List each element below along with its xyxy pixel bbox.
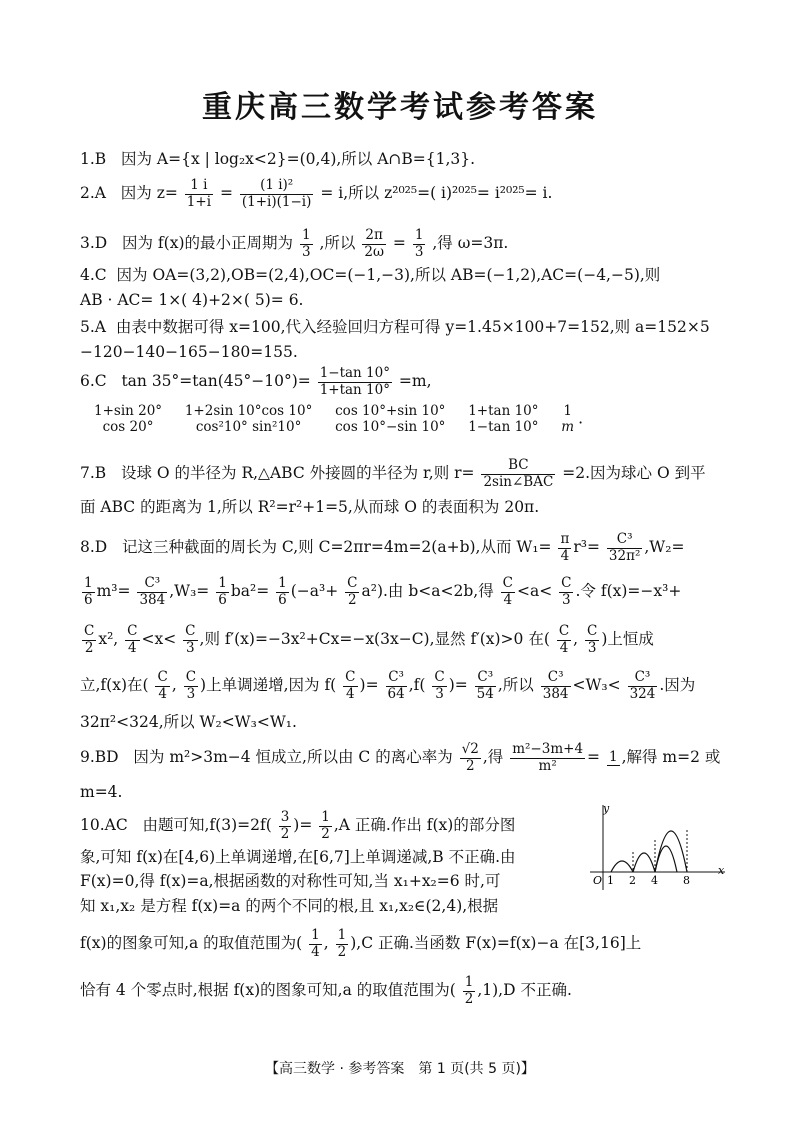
answer-10-l2: 象,可知 f(x)在[4,6)上单调递增,在[6,7]上单调递减,B 不正确.由 <box>80 848 516 866</box>
fraction: $\frac{1}{3}$ <box>301 227 311 260</box>
answer-10-l4: 知 x₁,x₂ 是方程 f(x)=a 的两个不同的根,且 x₁,x₂∈(2,4),根据 <box>80 897 499 915</box>
answer-2: 2.A 因为 z= $\frac{1 i}{1+i}$ = $\frac{\text{(1 i)²}}{(1+i)(1-i)}$ = i,所以 z²⁰²⁵=( i)²⁰²⁵= i²⁰²⁵= i. <box>80 177 553 210</box>
answer-10-l5: f(x)的图象可知,a 的取值范围为( $\frac{1}{4}$ , $\frac{1}{2}$ ),C 正确.当函数 F(x)=f(x)−a 在[3,16]上 <box>80 927 642 960</box>
answer-5-cont: −120−140−165−180=155. <box>80 343 298 361</box>
page-footer: 【高三数学 · 参考答案 第 1 页(共 5 页)】 <box>265 1061 535 1077</box>
answer-6: 6.C tan 35°=tan(45°−10°)= $\frac{1-\tan 10^\circ}{1+\tan 10^\circ}$ =m, <box>80 365 432 398</box>
answer-9: 9.BD 因为 m²>3m−4 恒成立,所以由 C 的离心率为 $\frac{√2}{2}$ ,得 $\frac{\text{m²−3m+4}}{\text{m²}}$ = 1 ,解得 m=2 或 <box>80 741 721 774</box>
answer-5: 5.A 由表中数据可得 x=100,代入经验回归方程可得 y=1.45×100+7=152,则 a=152×5 <box>80 318 710 336</box>
x-label: x <box>718 864 725 877</box>
origin-label: O <box>593 874 603 887</box>
fraction: 1 m <box>561 403 575 435</box>
answer-10: 10.AC 由题可知,f(3)=2f( $\frac{3}{2}$ )= $\frac{1}{2}$ ,A 正确.作出 f(x)的部分图 <box>80 809 516 842</box>
answer-6-chain: 1+sin 20° cos 20° 1+2sin 10°cos 10° cos²10° sin²10° cos 10°+sin 10° cos 10°−sin 10° 1+tan 10° 1−tan 10° 1 m . <box>94 403 584 435</box>
answer-7-cont: 面 ABC 的距离为 1,所以 R²=r²+1=5,从而球 O 的表面积为 20π. <box>80 498 540 516</box>
curve-arc-2 <box>633 853 655 872</box>
answer-10-l3: F(x)=0,得 f(x)=a,根据函数的对称性可知,当 x₁+x₂=6 时,可 <box>80 872 501 890</box>
answer-8-line3: $\frac{C}{2}$ x², $\frac{C}{4}$ <x< $\frac{C}{3}$ ,则 f′(x)=−3x²+Cx=−x(3x−C),显然 f′(x)>0 在( $\frac{C}{4}$ , $\frac{C}{3}$ )上恒成 <box>84 623 654 656</box>
fraction: $\frac{BC}{\text{2sin∠BAC}}$ <box>483 457 554 490</box>
fraction: $\frac{1 i}{1+i}$ <box>186 177 212 210</box>
answer-9-cont: m=4. <box>80 783 123 801</box>
fraction: $\frac{1-\tan 10^\circ}{1+\tan 10^\circ}$ <box>319 365 390 398</box>
answer-7: 7.B 设球 O 的半径为 R,△ABC 外接圆的半径为 r,则 r= $\frac{BC}{\text{2sin∠BAC}}$ =2.因为球心 O 到平 <box>80 457 706 490</box>
tick-2: 2 <box>629 874 636 887</box>
fraction: $\frac{1}{3}$ <box>414 227 424 260</box>
fraction: 1+2sin 10°cos 10° cos²10° sin²10° <box>184 403 313 435</box>
answer-8-line4: 立,f(x)在( $\frac{C}{4}$ , $\frac{C}{3}$ )上单调递增,因为 f( $\frac{C}{4}$ )= $\frac{\text{C³}}{64}$ ,f( $\frac{C}{3}$ )= $\frac{\text{C³}}{54}$ ,所以 $\frac{\text{C³}}{384}$ <W₃< $\frac{\text{C³}}{324}$ .因为 <box>80 669 696 702</box>
curve-arc-1 <box>611 861 633 872</box>
fraction: cos 10°+sin 10° cos 10°−sin 10° <box>335 403 446 435</box>
fraction: $\frac{2\pi}{2\omega}$ <box>364 227 384 260</box>
answer-4: 4.C 因为 OA=(3,2),OB=(2,4),OC=(−1,−3),所以 AB=(−1,2),AC=(−4,−5),则 <box>80 266 661 284</box>
tick-1: 1 <box>607 874 614 887</box>
fraction: 1+sin 20° cos 20° <box>94 403 163 435</box>
page-title: 重庆高三数学考试参考答案 <box>202 90 598 125</box>
answer-8: 8.D 记这三种截面的周长为 C,则 C=2πr=4m=2(a+b),从而 W₁= $\frac{\pi}{4}$ r³= $\frac{\text{C³}}{\text{32π²}}$ ,W₂= <box>80 531 685 564</box>
answer-3: 3.D 因为 f(x)的最小正周期为 $\frac{1}{3}$ ,所以 $\frac{2\pi}{2\omega}$ = $\frac{1}{3}$ ,得 ω=3π. <box>80 227 509 260</box>
answer-8-line5: 32π²<324,所以 W₂<W₃<W₁. <box>80 713 297 731</box>
y-label: y <box>603 802 610 815</box>
tick-8: 8 <box>683 874 690 887</box>
answer-4-cont: AB · AC= 1×( 4)+2×( 5)= 6. <box>80 291 304 309</box>
tick-4: 4 <box>651 874 658 887</box>
answer-8-line2: $\frac{1}{6}$ m³= $\frac{\text{C³}}{384}$ ,W₃= $\frac{1}{6}$ ba²= $\frac{1}{6}$ (−a³+ $\frac{C}{2}$ a²).由 b<a<2b,得 $\frac{C}{4}$ <a< $\frac{C}{3}$ .令 f(x)=−x³+ <box>84 575 682 608</box>
fraction: $\frac{\text{(1 i)²}}{(1+i)(1-i)}$ <box>241 177 312 210</box>
fraction: 1+tan 10° 1−tan 10° <box>468 403 539 435</box>
function-graph <box>585 800 745 900</box>
answer-10-l6: 恰有 4 个零点时,根据 f(x)的图象可知,a 的取值范围为( $\frac{1}{2}$ ,1),D 不正确. <box>80 974 572 1007</box>
answer-1: 1.B 因为 A={x | log₂x<2}=(0,4),所以 A∩B={1,3}. <box>80 150 476 168</box>
